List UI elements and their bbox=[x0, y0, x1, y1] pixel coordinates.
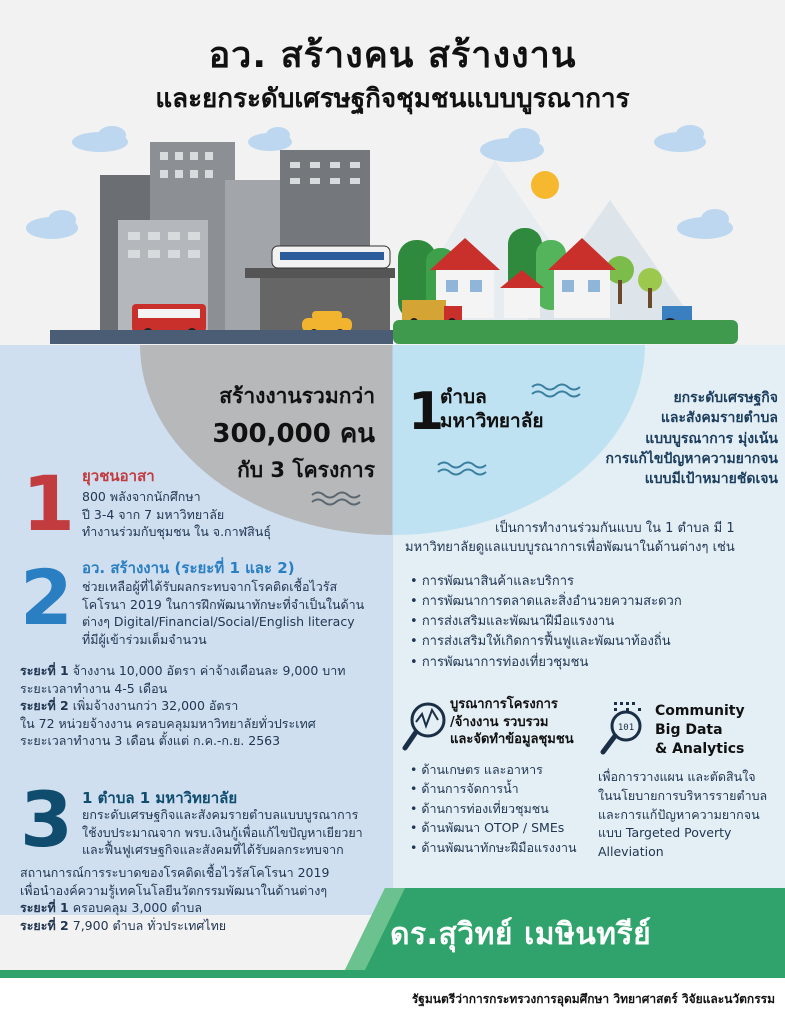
list-item: • การพัฒนาสินค้าและบริการ bbox=[410, 572, 682, 592]
section1-body bbox=[82, 488, 271, 541]
block2-line: Alleviation bbox=[598, 844, 664, 859]
train-icon bbox=[272, 246, 390, 268]
section1-line: 800 พลังจากนักศึกษา bbox=[82, 489, 201, 504]
section3-number: 3 bbox=[20, 775, 73, 864]
block1-heading-line: /จ้างงาน รวบรวม bbox=[450, 714, 549, 730]
section2-line: ช่วยเหลือผู้ที่ได้รับผลกระทบจากโรคติดเชื้อไวรัส bbox=[82, 579, 338, 594]
development-list bbox=[410, 572, 682, 673]
section2-line: ต่างๆ Digital/Financial/Social/English literacy bbox=[82, 614, 355, 629]
city-village-illustration bbox=[0, 120, 785, 348]
list-item: • การพัฒนาการตลาดและสิ่งอำนวยความสะดวก bbox=[410, 592, 682, 612]
s3-phase2-text: 7,900 ตำบล ทั่วประเทศไทย bbox=[72, 917, 227, 933]
tambon-label bbox=[440, 386, 544, 434]
phase2-text: เพิ่มจ้างงานกว่า 32,000 อัตรา bbox=[72, 698, 239, 713]
phase2-line2: ใน 72 หน่วยจ้างงาน ครอบคลุมมหาวิทยาลัยทั่วประเทศ bbox=[20, 715, 316, 731]
block2-heading-line: Big Data bbox=[655, 721, 723, 738]
tagline-line: ยกระดับเศรษฐกิจ bbox=[673, 390, 778, 406]
page-title: อว. สร้างคน สร้างงาน bbox=[208, 35, 577, 76]
magnifier-chart-icon bbox=[402, 700, 448, 752]
s3-phase1-label: ระยะที่ 1 bbox=[20, 900, 69, 915]
block1-heading-line: บูรณาการโครงการ bbox=[450, 697, 558, 712]
tagline-line: แบบมีเป้าหมายชัดเจน bbox=[644, 471, 778, 488]
stat-total: 300,000 คน bbox=[212, 419, 375, 449]
stat-line1: สร้างงานรวมกว่า bbox=[219, 384, 375, 408]
section3-line: และฟื้นฟูเศรษฐกิจและสังคมที่ได้รับผลกระทบจาก bbox=[82, 842, 344, 857]
section2-phases bbox=[20, 662, 390, 750]
tambon-line2: มหาวิทยาลัย bbox=[440, 409, 544, 432]
block2-body bbox=[598, 768, 783, 862]
list-item: • การพัฒนาการท่องเที่ยวชุมชน bbox=[410, 653, 682, 673]
list-item: • การส่งเสริมให้เกิดการฟื้นฟูและพัฒนาท้องถิ่น bbox=[410, 632, 682, 652]
list-item: • ด้านพัฒนา OTOP / SMEs bbox=[410, 818, 577, 837]
person-name: ดร.สุวิทย์ เมษินทรีย์ bbox=[390, 917, 652, 952]
section2-line: ที่มีผู้เข้าร่วมเต็มจำนวน bbox=[82, 631, 207, 647]
block2-heading bbox=[655, 702, 745, 759]
footer-strip bbox=[0, 970, 785, 978]
list-item: • ด้านการจัดการน้ำ bbox=[410, 779, 577, 798]
person-position: รัฐมนตรีว่าการกระทรวงการอุดมศึกษา วิทยาศาสตร์ วิจัยและนวัตกรรม bbox=[411, 992, 775, 1006]
block1-list bbox=[410, 760, 577, 857]
s3-phase1-text: ครอบคลุม 3,000 ตำบล bbox=[72, 900, 202, 915]
rail-bridge bbox=[245, 268, 395, 278]
tagline-line: การแก้ไขปัญหาความยากจน bbox=[605, 450, 778, 467]
block2-heading-line: & Analytics bbox=[655, 740, 745, 757]
phase1-label: ระยะที่ 1 bbox=[20, 663, 69, 678]
phase1-line2: ระยะเวลาทำงาน 4-5 เดือน bbox=[20, 680, 168, 696]
block2-line: และการแก้ปัญหาความยากจน bbox=[598, 806, 760, 822]
sun-icon bbox=[531, 171, 559, 199]
phase2-label: ระยะที่ 2 bbox=[20, 698, 69, 713]
village-ground bbox=[393, 320, 738, 344]
block1-heading bbox=[450, 696, 574, 749]
block2-line: ในนโยบายการบริหารรายตำบล bbox=[598, 787, 768, 803]
section3-heading: 1 ตำบล 1 มหาวิทยาลัย bbox=[82, 789, 238, 807]
stat-line3: กับ 3 โครงการ bbox=[237, 458, 375, 482]
section3-line: ยกระดับเศรษฐกิจและสังคมรายตำบลแบบบูรณาการ bbox=[82, 807, 359, 822]
section2-line: โคโรนา 2019 ในการฝึกพัฒนาทักษะที่จำเป็นในด้าน bbox=[82, 596, 365, 612]
section3-line: ใช้งบประมาณจาก พรบ.เงินกู้เพื่อแก้ไขปัญหาเยียวยา bbox=[82, 824, 363, 840]
section1-line: ปี 3-4 จาก 7 มหาวิทยาลัย bbox=[82, 506, 225, 522]
list-item: • ด้านพัฒนาทักษะฝีมือแรงงาน bbox=[410, 838, 577, 857]
tambon-tagline bbox=[578, 388, 778, 489]
list-item: • ด้านเกษตร และอาหาร bbox=[410, 760, 577, 779]
block1-heading-line: และจัดทำข้อมูลชุมชน bbox=[450, 732, 574, 748]
section1-line: ทำงานร่วมกับชุมชน ใน จ.กาฬสินธุ์ bbox=[82, 524, 271, 539]
section3-details bbox=[20, 864, 390, 934]
section2-number: 2 bbox=[20, 553, 73, 642]
list-item: • ด้านการท่องเที่ยวชุมชน bbox=[410, 799, 577, 818]
s3-phase2-label: ระยะที่ 2 bbox=[20, 917, 69, 933]
block2-line: แบบ Targeted Poverty bbox=[598, 825, 732, 841]
tambon-number: 1 bbox=[408, 382, 445, 442]
section1-number: 1 bbox=[22, 459, 75, 548]
tagline-line: แบบบูรณาการ มุ่งเน้น bbox=[645, 430, 778, 447]
svg-text:101: 101 bbox=[617, 723, 635, 733]
block2-line: เพื่อการวางแผน และตัดสินใจ bbox=[598, 769, 756, 784]
section3-line: เพื่อนำองค์ความรู้เทคโนโลยีนวัตกรรมพัฒนาในด้านต่างๆ bbox=[20, 882, 328, 898]
phase2-line3: ระยะเวลาทำงาน 3 เดือน ตั้งแต่ ก.ค.-ก.ย. 2563 bbox=[20, 733, 281, 748]
section1-heading: ยุวชนอาสา bbox=[82, 467, 155, 485]
section3-body bbox=[82, 806, 387, 859]
stat-summary bbox=[160, 380, 375, 487]
list-item: • การส่งเสริมและพัฒนาฝีมือแรงงาน bbox=[410, 612, 682, 632]
page-subtitle: และยกระดับเศรษฐกิจชุมชนแบบบูรณาการ bbox=[155, 84, 630, 114]
tambon-line1: ตำบล bbox=[440, 386, 487, 408]
section3-line: สถานการณ์การระบาดของโรคติดเชื้อไวรัสโคโรนา 2019 bbox=[20, 865, 330, 880]
section2-heading: อว. สร้างงาน (ระยะที่ 1 และ 2) bbox=[82, 559, 295, 577]
phase1-text: จ้างงาน 10,000 อัตรา ค่าจ้างเดือนละ 9,000 บาท bbox=[72, 663, 346, 678]
section2-body bbox=[82, 578, 387, 648]
block2-heading-line: Community bbox=[655, 703, 745, 719]
magnifier-data-icon bbox=[598, 700, 650, 756]
right-intro: เป็นการทำงานร่วมกันแบบ ใน 1 ตำบล มี 1 มหาวิทยาลัยดูแลแบบบูรณาการเพื่อพัฒนาในด้านต่างๆ เช่น bbox=[405, 521, 735, 555]
tagline-line: และสังคมรายตำบล bbox=[660, 410, 778, 427]
city-ground bbox=[50, 330, 393, 344]
